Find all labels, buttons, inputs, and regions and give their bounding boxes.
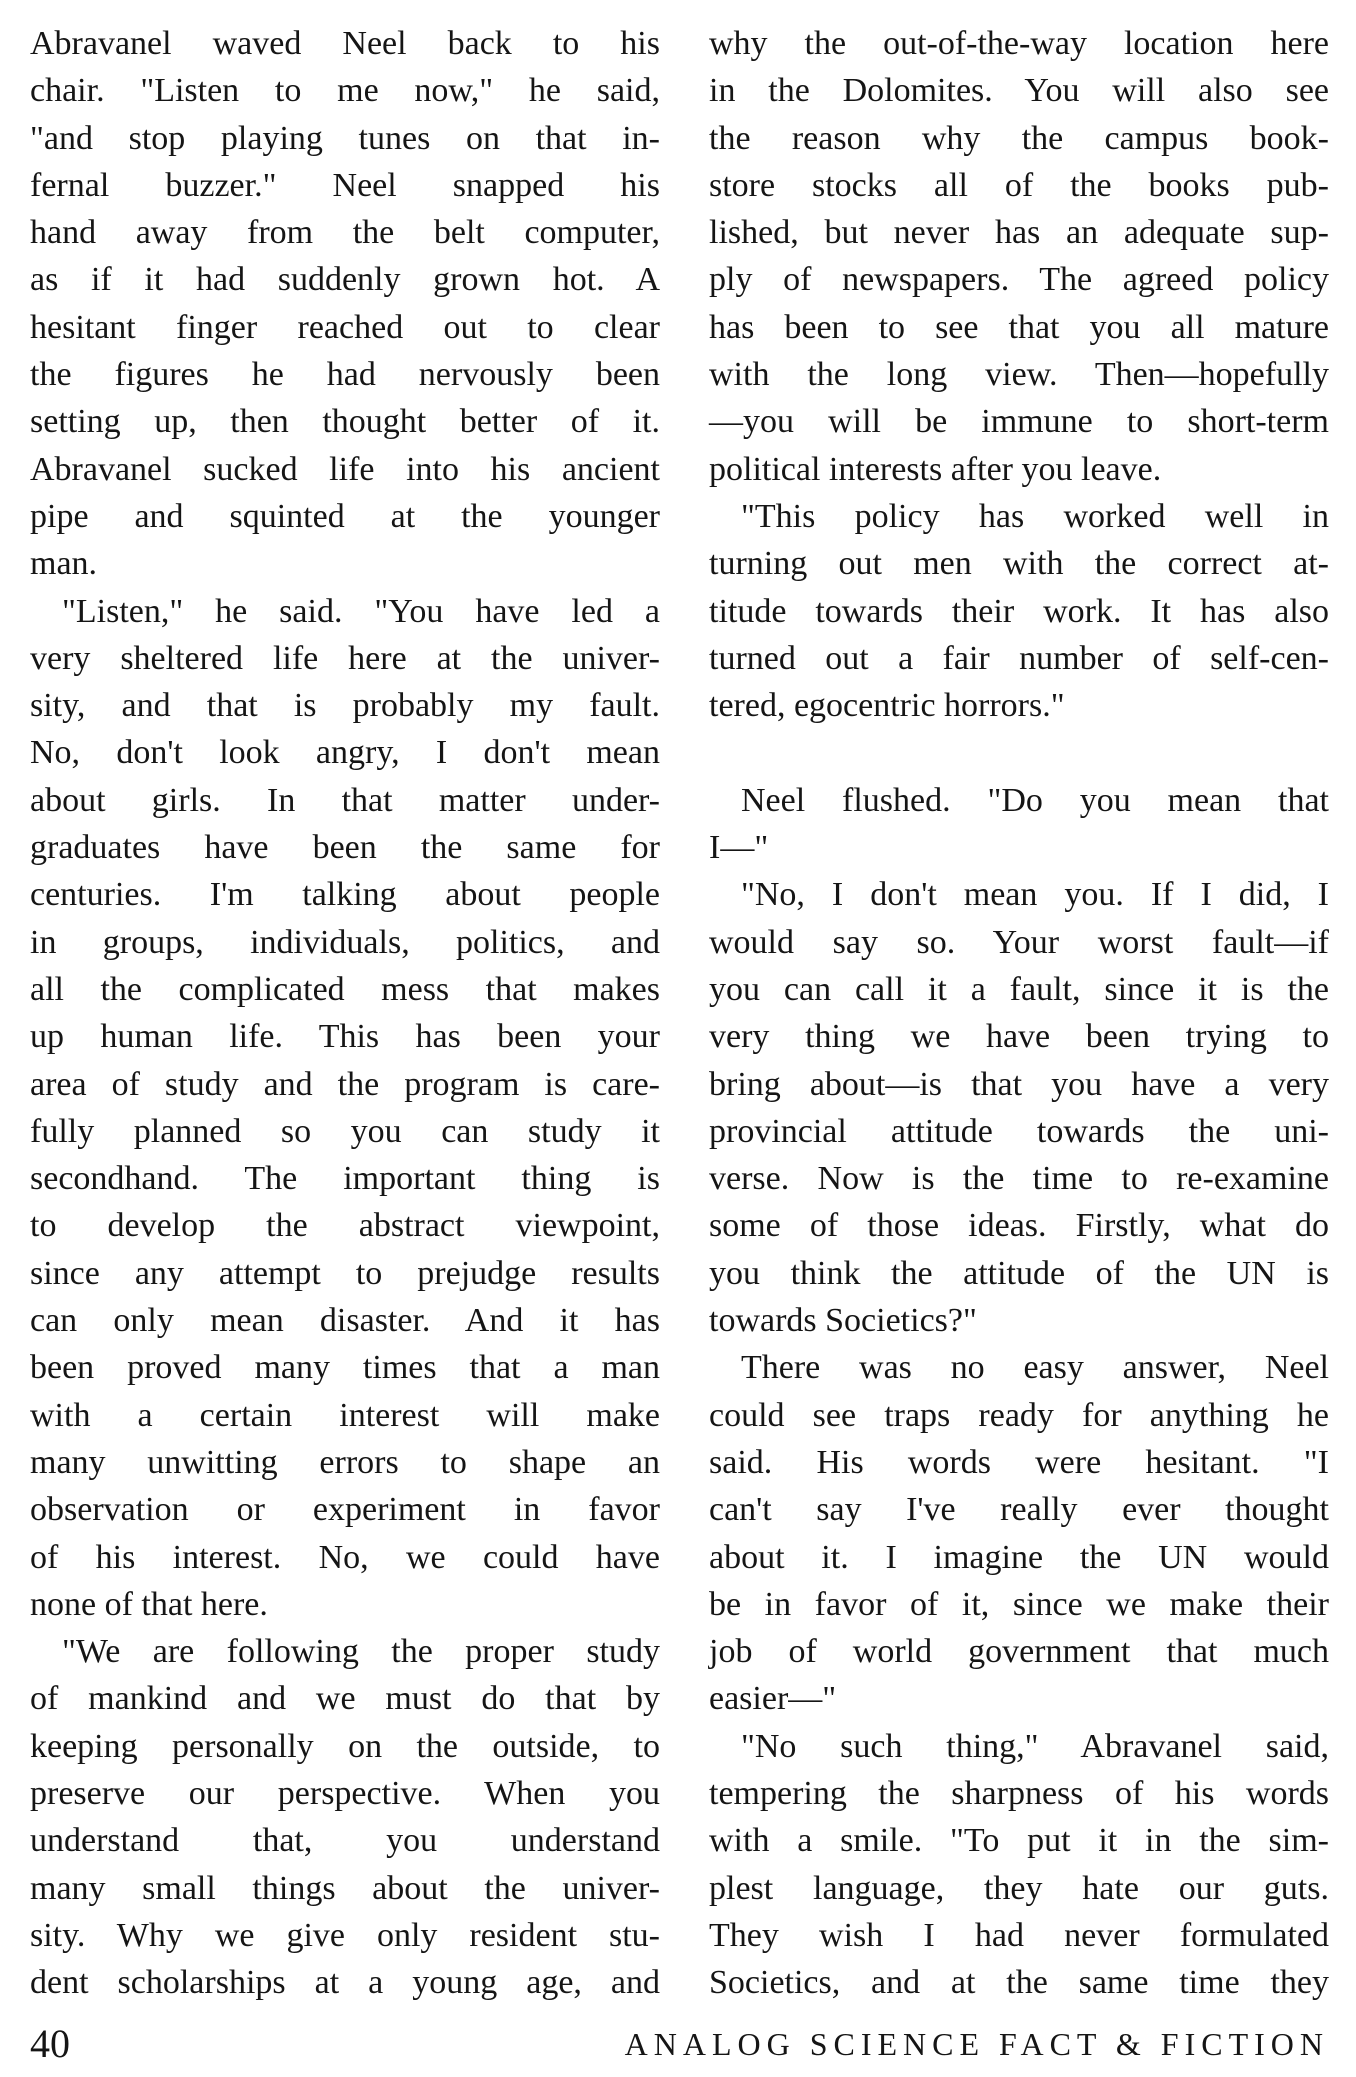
text-line: the reason why the campus book-	[709, 119, 1329, 157]
page-footer	[30, 2020, 1329, 2070]
text-line: provincial attitude towards the uni-	[709, 1112, 1329, 1150]
text-line: fully planned so you can study it	[30, 1112, 660, 1150]
text-line: in groups, individuals, politics, and	[30, 923, 660, 961]
text-line: centuries. I'm talking about people	[30, 876, 660, 914]
text-line: easier—"	[709, 1680, 837, 1718]
text-line: titude towards their work. It has also	[709, 592, 1329, 630]
text-line: plest language, they hate our guts.	[709, 1869, 1329, 1907]
text-line: in the Dolomites. You will also see	[709, 72, 1329, 110]
text-line: been proved many times that a man	[30, 1349, 660, 1387]
text-line: political interests after you leave.	[709, 450, 1162, 488]
text-line: job of world government that much	[709, 1633, 1329, 1671]
text-line: would say so. Your worst fault—if	[709, 923, 1329, 961]
text-line: I—"	[709, 829, 769, 867]
text-line: store stocks all of the books pub-	[709, 166, 1329, 204]
text-line: sity. Why we give only resident stu-	[30, 1916, 660, 1954]
text-line: why the out-of-the-way location here	[709, 25, 1329, 62]
text-line: Abravanel waved Neel back to his	[30, 25, 660, 62]
text-line: "This policy has worked well in	[741, 497, 1329, 535]
text-line: all the complicated mess that makes	[30, 970, 660, 1008]
text-line: Abravanel sucked life into his ancient	[30, 450, 660, 488]
text-line: some of those ideas. Firstly, what do	[709, 1207, 1329, 1245]
text-line: They wish I had never formulated	[709, 1916, 1329, 1954]
text-line: since any attempt to prejudge results	[30, 1254, 660, 1292]
text-line: about it. I imagine the UN would	[709, 1538, 1329, 1576]
text-line: pipe and squinted at the younger	[30, 497, 660, 535]
text-line: be in favor of it, since we make their	[709, 1585, 1329, 1623]
text-line: "and stop playing tunes on that in-	[30, 119, 660, 157]
text-line: can only mean disaster. And it has	[30, 1302, 660, 1340]
text-line: hand away from the belt computer,	[30, 214, 660, 252]
text-line: very thing we have been trying to	[709, 1018, 1329, 1056]
text-line: "No such thing," Abravanel said,	[741, 1727, 1329, 1765]
running-title: ANALOG SCIENCE FACT & FICTION	[624, 2026, 1329, 2062]
text-line: —you will be immune to short-term	[709, 403, 1329, 441]
text-line: Neel flushed. "Do you mean that	[741, 781, 1329, 819]
text-line: towards Societics?"	[709, 1302, 977, 1340]
text-line: with the long view. Then—hopefully	[709, 356, 1329, 394]
text-line: of his interest. No, we could have	[30, 1538, 660, 1576]
text-line: verse. Now is the time to re-examine	[709, 1160, 1329, 1198]
text-line: keeping personally on the outside, to	[30, 1727, 660, 1765]
text-line: you think the attitude of the UN is	[709, 1254, 1329, 1292]
text-line: tempering the sharpness of his words	[709, 1774, 1329, 1812]
text-line: tered, egocentric horrors."	[709, 687, 1065, 725]
text-line: hesitant finger reached out to clear	[30, 308, 660, 346]
text-line: ply of newspapers. The agreed policy	[709, 261, 1329, 299]
text-column-left	[30, 20, 660, 2006]
text-line: No, don't look angry, I don't mean	[30, 734, 660, 772]
text-line: graduates have been the same for	[30, 829, 660, 867]
page-number: 40	[30, 2021, 70, 2066]
text-line: turning out men with the correct at-	[709, 545, 1329, 583]
text-column-right	[709, 20, 1329, 2006]
text-line: lished, but never has an adequate sup-	[709, 214, 1329, 252]
text-line: as if it had suddenly grown hot. A	[30, 261, 660, 299]
text-line: setting up, then thought better of it.	[30, 403, 660, 441]
text-line: up human life. This has been your	[30, 1018, 660, 1056]
text-line: "We are following the proper study	[62, 1633, 660, 1671]
text-line: area of study and the program is care-	[30, 1065, 660, 1103]
text-line	[709, 729, 1329, 776]
text-line: has been to see that you all mature	[709, 308, 1329, 346]
text-line: said. His words were hesitant. "I	[709, 1443, 1329, 1481]
text-line: Societics, and at the same time they	[709, 1964, 1329, 2002]
text-line: "Listen," he said. "You have led a	[62, 592, 660, 630]
text-line: you can call it a fault, since it is the	[709, 970, 1329, 1008]
text-line: "No, I don't mean you. If I did, I	[741, 876, 1329, 914]
text-line: fernal buzzer." Neel snapped his	[30, 166, 660, 204]
text-line: the figures he had nervously been	[30, 356, 660, 394]
text-line: could see traps ready for anything he	[709, 1396, 1329, 1434]
text-line: with a smile. "To put it in the sim-	[709, 1822, 1329, 1860]
text-line: chair. "Listen to me now," he said,	[30, 72, 660, 110]
text-line: of mankind and we must do that by	[30, 1680, 660, 1718]
text-line: about girls. In that matter under-	[30, 781, 660, 819]
text-line: very sheltered life here at the univer-	[30, 639, 660, 677]
text-line: bring about—is that you have a very	[709, 1065, 1329, 1103]
text-line: with a certain interest will make	[30, 1396, 660, 1434]
text-line: preserve our perspective. When you	[30, 1774, 660, 1812]
text-line: none of that here.	[30, 1585, 268, 1623]
text-line: sity, and that is probably my fault.	[30, 687, 660, 725]
text-line: turned out a fair number of self-cen-	[709, 639, 1329, 677]
text-line: can't say I've really ever thought	[709, 1491, 1329, 1529]
text-line: secondhand. The important thing is	[30, 1160, 660, 1198]
text-line: understand that, you understand	[30, 1822, 660, 1860]
text-line: man.	[30, 545, 98, 583]
text-line: many unwitting errors to shape an	[30, 1443, 660, 1481]
text-line: many small things about the univer-	[30, 1869, 660, 1907]
text-line: to develop the abstract viewpoint,	[30, 1207, 660, 1245]
text-line: dent scholarships at a young age, and	[30, 1964, 660, 2002]
text-line: observation or experiment in favor	[30, 1491, 660, 1529]
text-line: There was no easy answer, Neel	[741, 1349, 1329, 1387]
